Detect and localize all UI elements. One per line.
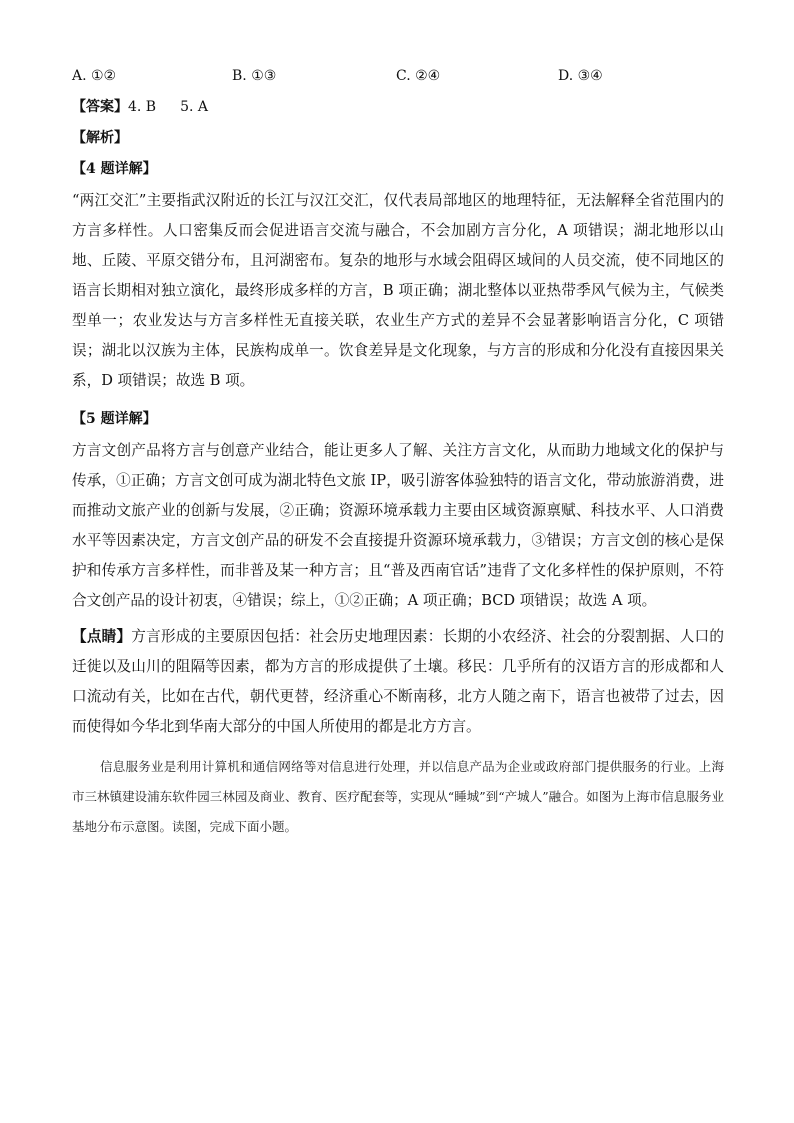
- tips-label: 【点睛】: [72, 628, 132, 645]
- q4-detail-heading: 【4 题详解】: [72, 161, 157, 177]
- option-a: A. ①②: [72, 68, 117, 84]
- option-c: C. ②④: [396, 68, 441, 84]
- answer-options-row: [72, 64, 752, 88]
- q5-detail-text: 方言文创产品将方言与创意产业结合，能让更多人了解、关注方言文化，从而助力地域文化的保护与传承，①正确；方言文创可成为湖北特色文旅 IP，吸引游客体验独特的语言文化，带动旅游消费，进而推动文旅产业的创新与发展，②正确；资源环境承载力主要由区域资源禀赋、科技水平、人口消费水平等因素决定，方言文创产品的研发不会直接提升资源环境承载力，③错误；方言文创的核心是保护和传承方言多样性，而非普及某一种方言；且“普及西南官话”违背了文化多样性的保护原则，不符合文创产品的设计初衷，④错误；综上，①②正确；A 项正确；BCD 项错误；故选 A 项。: [72, 442, 724, 609]
- analysis-heading: 【解析】: [72, 130, 128, 146]
- option-d: D. ③④: [558, 68, 603, 84]
- material-paragraph: 信息服务业是利用计算机和通信网络等对信息进行处理，并以信息产品为企业或政府部门提供服务的行业。上海市三林镇建设浦东软件园三林园及商业、教育、医疗配套等，实现从“睡城”到“产城人”融合。如图为上海市信息服务业基地分布示意图。读图，完成下面小题。: [72, 759, 724, 834]
- tips-paragraph: [72, 622, 724, 742]
- q5-detail-heading: 【5 题详解】: [72, 411, 157, 427]
- option-b: B. ①③: [232, 68, 277, 84]
- answer-q4: 4. B: [128, 99, 157, 115]
- tips-text: 方言形成的主要原因包括：社会历史地理因素：长期的小农经济、社会的分裂割据、人口的迁徙以及山川的阻隔等因素，都为方言的形成提供了土壤。移民：几乎所有的汉语方言的形成都和人口流动有关，比如在古代，朝代更替，经济重心不断南移，北方人随之南下，语言也被带了过去，因而使得如今华北到华南大部分的中国人所使用的都是北方方言。: [72, 628, 724, 735]
- q4-detail-text: “两江交汇”主要指武汉附近的长江与汉江交汇，仅代表局部地区的地理特征，无法解释全省范围内的方言多样性。人口密集反而会促进语言交流与融合，不会加剧方言分化，A 项错误；湖北地形以山地、丘陵、平原交错分布，且河湖密布。复杂的地形与水域会阻碍区域间的人员交流，使不同地区的语言长期相对独立演化，最终形成多样的方言，B 项正确；湖北整体以亚热带季风气候为主，气候类型单一；农业发达与方言多样性无直接关联，农业生产方式的差异不会显著影响语言分化，C 项错误；湖北以汉族为主体，民族构成单一。饮食差异是文化现象，与方言的形成和分化没有直接因果关系，D 项错误；故选 B 项。: [72, 192, 724, 389]
- answer-label: 【答案】: [72, 99, 128, 115]
- answer-line: [72, 97, 208, 117]
- answer-q5: 5. A: [180, 99, 209, 115]
